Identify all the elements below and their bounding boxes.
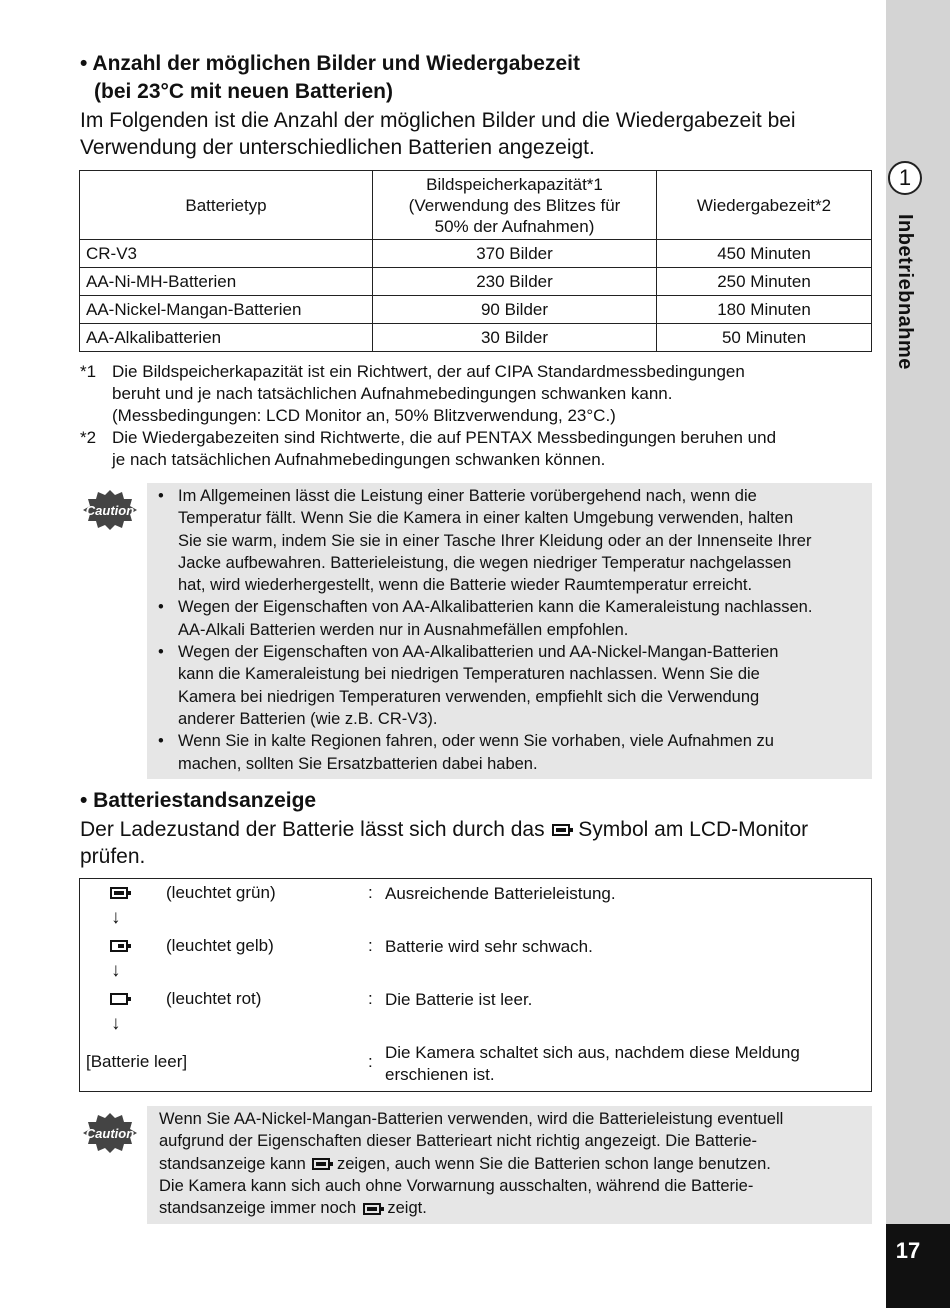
indicator-intro <box>80 816 870 870</box>
page-number-box <box>886 1224 950 1308</box>
caution-line: • Wenn Sie in kalte Regionen fahren, oder wenn Sie vorhaben, viele Aufnahmen zu <box>178 732 774 751</box>
table-row <box>80 240 872 268</box>
arrow-down-icon: ↓ <box>111 960 121 981</box>
caution-text: zeigen, auch wenn Sie die Batterien schon lange benutzen. <box>336 1154 771 1173</box>
cell-playback: 180 Minuten <box>657 296 872 324</box>
header-playback: Wiedergabezeit*2 <box>657 171 872 240</box>
cell-battery-type: AA-Nickel-Mangan-Batterien <box>80 296 373 324</box>
footnote-marker: *1 <box>80 362 97 381</box>
caution-text: standsanzeige immer noch <box>159 1199 357 1218</box>
battery-half-icon <box>110 940 128 952</box>
caution-icon <box>82 489 138 531</box>
page-number: 17 <box>895 1238 921 1263</box>
cell-images: 90 Bilder <box>373 296 657 324</box>
footnotes <box>80 361 880 471</box>
header-battery-type: Batterietyp <box>80 171 373 240</box>
battery-full-icon <box>110 887 128 899</box>
caution-line: machen, sollten Sie Ersatzbatterien dabei haben. <box>178 754 538 773</box>
cell-playback: 450 Minuten <box>657 240 872 268</box>
header-capacity-line: 50% der Aufnahmen) <box>434 216 595 236</box>
footnote-line: Die Bildspeicherkapazität ist ein Richtwert, der auf CIPA Standardmessbedingungen <box>112 362 745 381</box>
caution-item <box>147 730 872 775</box>
caution-line: AA-Alkali Batterien werden nur in Ausnahmefällen empfohlen. <box>178 620 629 639</box>
indicator-desc-line: Die Kamera schaltet sich aus, nachdem diese Meldung <box>385 1043 800 1062</box>
indicator-desc-line: erschienen ist. <box>385 1065 495 1084</box>
cell-images: 230 Bilder <box>373 268 657 296</box>
caution-item <box>147 485 872 596</box>
indicator-label: [Batterie leer] <box>86 1052 188 1071</box>
caution-line: Jacke aufbewahren. Batterieleistung, die wegen niedriger Temperatur nachgelassen <box>178 553 792 572</box>
indicator-label: (leuchtet gelb) <box>166 936 274 955</box>
indicator-colon: : <box>368 1052 373 1071</box>
table-row <box>80 268 872 296</box>
table-row <box>80 324 872 352</box>
caution-line: Temperatur fällt. Wenn Sie die Kamera in einer kalten Umgebung verwenden, halten <box>178 509 794 528</box>
cell-playback: 50 Minuten <box>657 324 872 352</box>
indicator-desc <box>385 1042 855 1086</box>
caution-line: • Im Allgemeinen lässt die Leistung einer Batterie vorübergehend nach, wenn die <box>178 487 757 505</box>
caution-item <box>147 596 872 641</box>
battery-capacity-table <box>79 170 872 352</box>
footnote-line: Die Wiedergabezeiten sind Richtwerte, die auf PENTAX Messbedingungen beruhen und <box>112 428 777 447</box>
indicator-label: (leuchtet rot) <box>166 989 262 1008</box>
caution-line: • Wegen der Eigenschaften von AA-Alkalibatterien und AA-Nickel-Mangan-Batterien <box>178 643 779 662</box>
caution-line: hat, wird wiederhergestellt, wenn die Batterie wieder Raumtemperatur erreicht. <box>178 576 753 595</box>
header-capacity-line: Bildspeicherkapazität*1 <box>426 174 603 194</box>
cell-images: 30 Bilder <box>373 324 657 352</box>
caution-line: Kamera bei niedrigen Temperaturen verwenden, empfiehlt sich die Verwendung <box>178 687 760 706</box>
arrow-down-icon: ↓ <box>111 907 121 928</box>
caution-line: • Wegen der Eigenschaften von AA-Alkalibatterien kann die Kameraleistung nachlassen. <box>178 598 813 617</box>
header-capacity <box>373 171 657 240</box>
indicator-colon: : <box>368 989 373 1008</box>
arrow-down-icon: ↓ <box>111 1013 121 1034</box>
indicator-label: (leuchtet grün) <box>166 883 276 902</box>
caution-box-nickel-manganese <box>147 1106 872 1224</box>
intro-line: Im Folgenden ist die Anzahl der möglichen Bilder und die Wiedergabezeit bei <box>80 109 796 132</box>
caution-line: Wenn Sie AA-Nickel-Mangan-Batterien verwenden, wird die Batterieleistung eventuell <box>159 1110 784 1128</box>
footnote-line: (Messbedingungen: LCD Monitor an, 50% Blitzverwendung, 23°C.) <box>112 406 616 425</box>
indicator-colon: : <box>368 883 373 902</box>
cell-playback: 250 Minuten <box>657 268 872 296</box>
chapter-number-badge: 1 <box>888 161 922 195</box>
table-row <box>80 296 872 324</box>
caution-line: aufgrund der Eigenschaften dieser Batterieart nicht richtig angezeigt. Die Batterie- <box>159 1132 758 1151</box>
footnote-line: je nach tatsächlichen Aufnahmebedingungen schwanken können. <box>112 450 606 469</box>
caution-label: Caution <box>85 503 135 518</box>
cell-images: 370 Bilder <box>373 240 657 268</box>
caution-text: standsanzeige kann <box>159 1154 306 1173</box>
indicator-colon: : <box>368 936 373 955</box>
caution-line: Die Kamera kann sich auch ohne Vorwarnung ausschalten, während die Batterie- <box>159 1176 754 1195</box>
footnote <box>80 427 880 471</box>
intro-text: Symbol am LCD-Monitor <box>578 818 809 841</box>
battery-indicator-table <box>79 878 872 1092</box>
chapter-sidebar <box>886 0 950 1308</box>
caution-line: Sie sie warm, indem Sie sie in einer Tasche Ihrer Kleidung oder an der Innenseite Ihrer <box>178 531 812 550</box>
intro-text: Der Ladezustand der Batterie lässt sich durch das <box>80 818 545 841</box>
footnote-marker: *2 <box>80 428 97 447</box>
caution-item <box>147 641 872 730</box>
intro-line: Verwendung der unterschiedlichen Batterien angezeigt. <box>80 136 595 159</box>
battery-empty-icon <box>110 993 128 1005</box>
section-heading-indicator: • Batteriestandsanzeige <box>80 789 317 812</box>
caution-line: anderer Batterien (wie z.B. CR-V3). <box>178 709 438 728</box>
chapter-title: Inbetriebnahme <box>894 214 916 370</box>
battery-full-icon <box>312 1158 330 1170</box>
table-header-row <box>80 171 872 240</box>
battery-full-icon <box>552 824 570 836</box>
cell-battery-type: AA-Ni-MH-Batterien <box>80 268 373 296</box>
indicator-desc: Batterie wird sehr schwach. <box>385 937 593 956</box>
cell-battery-type: AA-Alkalibatterien <box>80 324 373 352</box>
caution-label: Caution <box>85 1126 135 1141</box>
indicator-desc: Ausreichende Batterieleistung. <box>385 884 616 903</box>
header-capacity-line: (Verwendung des Blitzes für <box>408 195 621 215</box>
caution-icon <box>82 1112 138 1154</box>
caution-box-temperature <box>147 483 872 779</box>
cell-battery-type: CR-V3 <box>80 240 373 268</box>
caution-text: zeigt. <box>387 1199 427 1218</box>
section-heading-capacity-sub: (bei 23°C mit neuen Batterien) <box>94 80 393 103</box>
indicator-desc: Die Batterie ist leer. <box>385 990 533 1009</box>
footnote-line: beruht und je nach tatsächlichen Aufnahmebedingungen schwanken kann. <box>112 384 673 403</box>
section-intro <box>80 107 870 161</box>
intro-text: prüfen. <box>80 845 146 868</box>
footnote <box>80 361 880 427</box>
caution-line: kann die Kameraleistung bei niedrigen Temperaturen nachlassen. Wenn Sie die <box>178 665 760 684</box>
battery-full-icon <box>363 1203 381 1215</box>
section-heading-capacity: • Anzahl der möglichen Bilder und Wiedergabezeit <box>80 52 580 75</box>
